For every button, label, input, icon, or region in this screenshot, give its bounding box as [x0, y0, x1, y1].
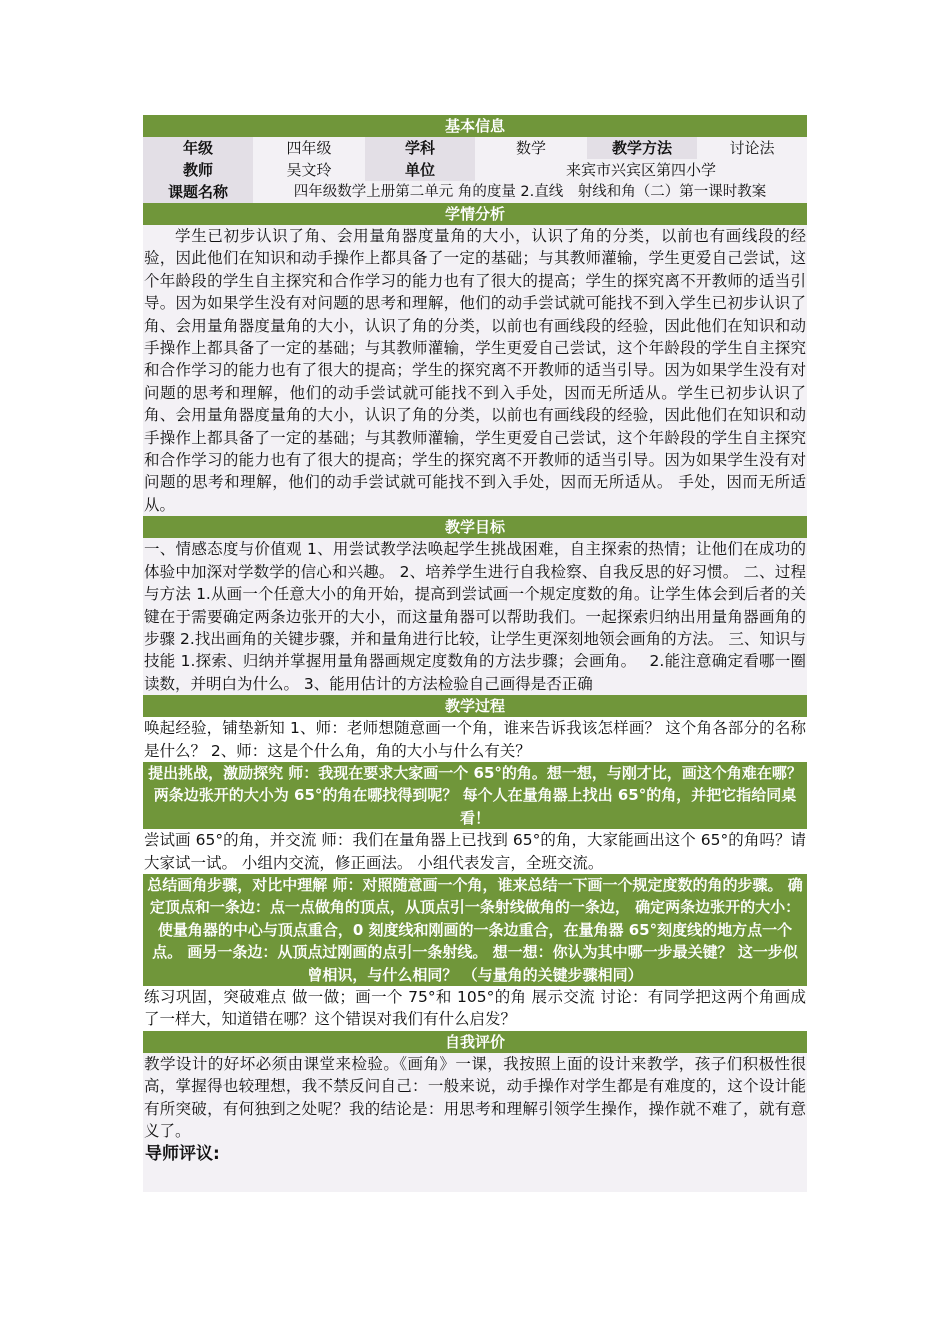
process-step-3: 尝试画 65°的角，并交流 师：我们在量角器上已找到 65°的角，大家能画出这个 65°的角吗？请大家试一试。 小组内交流，修正画法。 小组代表发言，全班交流。	[143, 829, 807, 874]
lesson-plan-document	[143, 115, 807, 1192]
course-label: 课题名称	[143, 181, 253, 203]
info-row-teacher	[143, 159, 807, 181]
section-header-goals: 教学目标	[143, 516, 807, 538]
info-row-grade	[143, 137, 807, 159]
unit-label: 单位	[365, 159, 475, 181]
process-step-1: 唤起经验，铺垫新知 1、师：老师想随意画一个角，谁来告诉我该怎样画？ 这个角各部分的名称是什么？ 2、师：这是个什么角，角的大小与什么有关？	[143, 717, 807, 762]
grade-label: 年级	[143, 137, 253, 159]
section-header-basic-info: 基本信息	[143, 115, 807, 137]
info-row-course	[143, 181, 807, 203]
mentor-comment-area	[143, 1142, 807, 1192]
process-step-5: 练习巩固，突破难点 做一做；画一个 75°和 105°的角 展示交流 讨论：有同学把这两个角画成了一样大，知道错在哪？这个错误对我们有什么启发？	[143, 986, 807, 1031]
teacher-value: 吴文玲	[253, 159, 365, 181]
process-step-4-highlight: 总结画角步骤，对比中理解 师：对照随意画一个角，谁来总结一下画一个规定度数的角的步骤。 确定顶点和一条边：点一点做角的顶点，从顶点引一条射线做角的一条边， 确定两条边张开的大小：使量角器的中心与顶点重合，0 刻度线和刚画的一条边重合，在量角器 65°刻度线的地方点一个点。 画另一条边：从顶点过刚画的点引一条射线。 想一想：你认为其中哪一步最关键？ 这一步似曾相识，与什么相同？ （与量角的关键步骤相同）	[143, 874, 807, 986]
process-step-2-highlight: 提出挑战，激励探究 师：我现在要求大家画一个 65°的角。想一想，与刚才比，画这个角难在哪？ 两条边张开的大小为 65°的角在哪找得到呢？ 每个人在量角器上找出 65°的角，并把它指给同桌看！	[143, 762, 807, 829]
subject-value: 数学	[475, 137, 587, 159]
section-header-process: 教学过程	[143, 695, 807, 717]
method-value: 讨论法	[697, 137, 807, 159]
teacher-label: 教师	[143, 159, 253, 181]
analysis-text: 学生已初步认识了角、会用量角器度量角的大小，认识了角的分类，以前也有画线段的经验，因此他们在知识和动手操作上都具备了一定的基础；与其教师灌输，学生更爱自己尝试，这个年龄段的学生自主探究和合作学习的能力也有了很大的提高；学生的探究离不开教师的适当引导。因为如果学生没有对问题的思考和理解，他们的动手尝试就可能找不到入学生已初步认识了角、会用量角器度量角的大小，认识了角的分类，以前也有画线段的经验，因此他们在知识和动手操作上都具备了一定的基础；与其教师灌输，学生更爱自己尝试，这个年龄段的学生自主探究和合作学习的能力也有了很大的提高；学生的探究离不开教师的适当引导。因为如果学生没有对问题的思考和理解，他们的动手尝试就可能找不到入手处，因而无所适从。学生已初步认识了角、会用量角器度量角的大小，认识了角的分类，以前也有画线段的经验，因此他们在知识和动手操作上都具备了一定的基础；与其教师灌输，学生更爱自己尝试，这个年龄段的学生自主探究和合作学习的能力也有了很大的提高；学生的探究离不开教师的适当引导。因为如果学生没有对问题的思考和理解，他们的动手尝试就可能找不到入手处，因而无所适从。 手处，因而无所适从。	[143, 225, 807, 516]
section-header-self-eval: 自我评价	[143, 1031, 807, 1053]
unit-value: 来宾市兴宾区第四小学	[475, 159, 807, 181]
method-label: 教学方法	[587, 137, 697, 159]
course-value: 四年级数学上册第二单元 角的度量 2.直线 射线和角（二）第一课时教案	[253, 181, 807, 203]
section-header-analysis: 学情分析	[143, 203, 807, 225]
grade-value: 四年级	[253, 137, 365, 159]
mentor-comment-label: 导师评议:	[145, 1144, 220, 1165]
subject-label: 学科	[365, 137, 475, 159]
self-eval-text: 教学设计的好坏必须由课堂来检验。《画角》一课，我按照上面的设计来教学，孩子们积极性很高，掌握得也较理想，我不禁反问自己：一般来说，动手操作对学生都是有难度的，这个设计能有所突破，有何独到之处呢？我的结论是：用思考和理解引领学生操作，操作就不难了，就有意义了。	[143, 1053, 807, 1143]
goals-text: 一、情感态度与价值观 1、用尝试教学法唤起学生挑战困难，自主探索的热情；让他们在成功的体验中加深对学数学的信心和兴趣。 2、培养学生进行自我检察、自我反思的好习惯。 二、过程与方法 1.从画一个任意大小的角开始，提高到尝试画一个规定度数的角。让学生体会到后者的关键在于需要确定两条边张开的大小，而这量角器可以帮助我们。一起探索归纳出用量角器画角的步骤 2.找出画角的关键步骤，并和量角进行比较，让学生更深刻地领会画角的方法。 三、知识与技能 1.探索、归纳并掌握用量角器画规定度数角的方法步骤；会画角。 2.能注意确定看哪一圈读数，并明白为什么。 3、能用估计的方法检验自己画得是否正确	[143, 538, 807, 695]
